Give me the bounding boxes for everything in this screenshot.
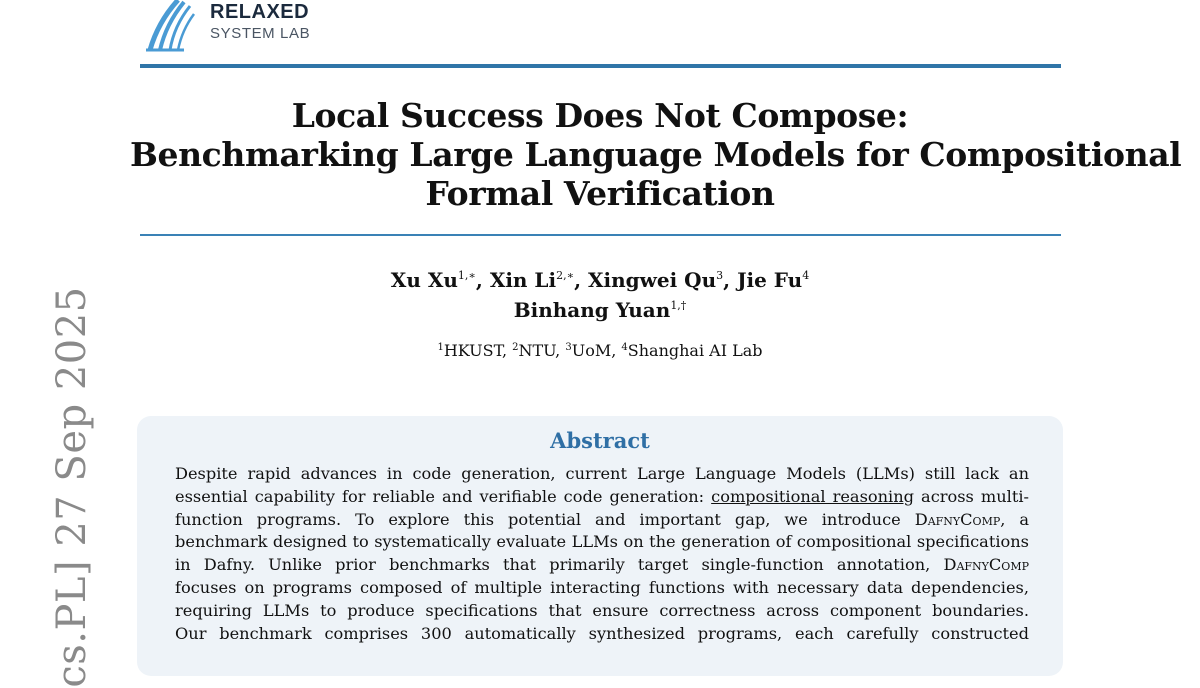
affiliation: Shanghai AI Lab [627,341,763,360]
arxiv-side-stamp: cs.PL] 27 Sep 2025 [49,286,95,688]
benchmark-name: DafnyComp [914,509,1001,529]
logo-subtitle: SYSTEM LAB [210,25,311,42]
abstract-line: function programs. To explore this potential and important gap, we introduce DafnyComp, a [175,509,1029,529]
abstract-line: Despite rapid advances in code generation, current Large Language Models (LLMs) still lack an [175,464,1029,483]
title-line: Benchmarking Large Language Models for Compositional [130,135,1182,174]
affiliation: HKUST [443,341,502,360]
author-name: Xu Xu [390,268,458,292]
author-name: Jie Fu [737,268,803,292]
author-name: Binhang Yuan [513,298,671,322]
title-line: Local Success Does Not Compose: [291,96,909,135]
fountain-logo-icon [144,0,196,52]
author-affiliation-mark: 1,∗ [457,269,476,282]
abstract-line: in Dafny. Unlike prior benchmarks that primarily target single-function annotation, DafnyComp [175,555,1029,575]
author-list: Xu $Xu^{1,∗}$, Xin $Li^{2,∗}$, Xingwei Qu$^3$, Jie Fu$^4$ Binhang Yuan$^{1,\dagger}$ [390,268,810,322]
affiliations: $^1$HKUST, $^2$NTU, $^3$UoM, $^4$Shanghai AI Lab [437,341,763,360]
top-rule [140,64,1061,68]
author-affiliation-mark: 1,† [670,299,687,312]
author-name: Xingwei Qu [588,268,717,292]
abstract-line: requiring LLMs to produce specifications that ensure correctness across component boundaries. [175,600,1029,620]
affiliation: UoM [571,341,612,360]
logo-name: RELAXED [210,1,310,23]
abstract-line: benchmark designed to systematically evaluate LLMs on the generation of compositional specifications [175,532,1029,552]
author-affiliation-mark: 4 [802,269,810,282]
abstract-line: focuses on programs composed of multiple interacting functions with necessary data dependencies, [175,577,1029,597]
abstract-box [137,416,1063,676]
title-line: Formal Verification [425,174,775,213]
author-affiliation-mark: 2,∗ [556,269,575,282]
abstract-heading: Abstract [550,428,650,453]
underlined-term: compositional reasoning [711,486,915,506]
abstract-text [175,463,1029,645]
abstract-line: Our benchmark comprises 300 automatically synthesized programs, each carefully constructed [175,623,1029,643]
affiliation: NTU [518,341,556,360]
abstract-line: essential capability for reliable and verifiable code generation: compositional reasoning across multi- [175,486,1029,506]
title-rule [140,234,1061,236]
lab-logo [144,0,310,52]
paper-title [130,96,1182,213]
author-name: Xin Li [489,268,557,292]
author-affiliation-mark: 3 [716,269,724,282]
benchmark-name: DafnyComp [943,555,1029,575]
